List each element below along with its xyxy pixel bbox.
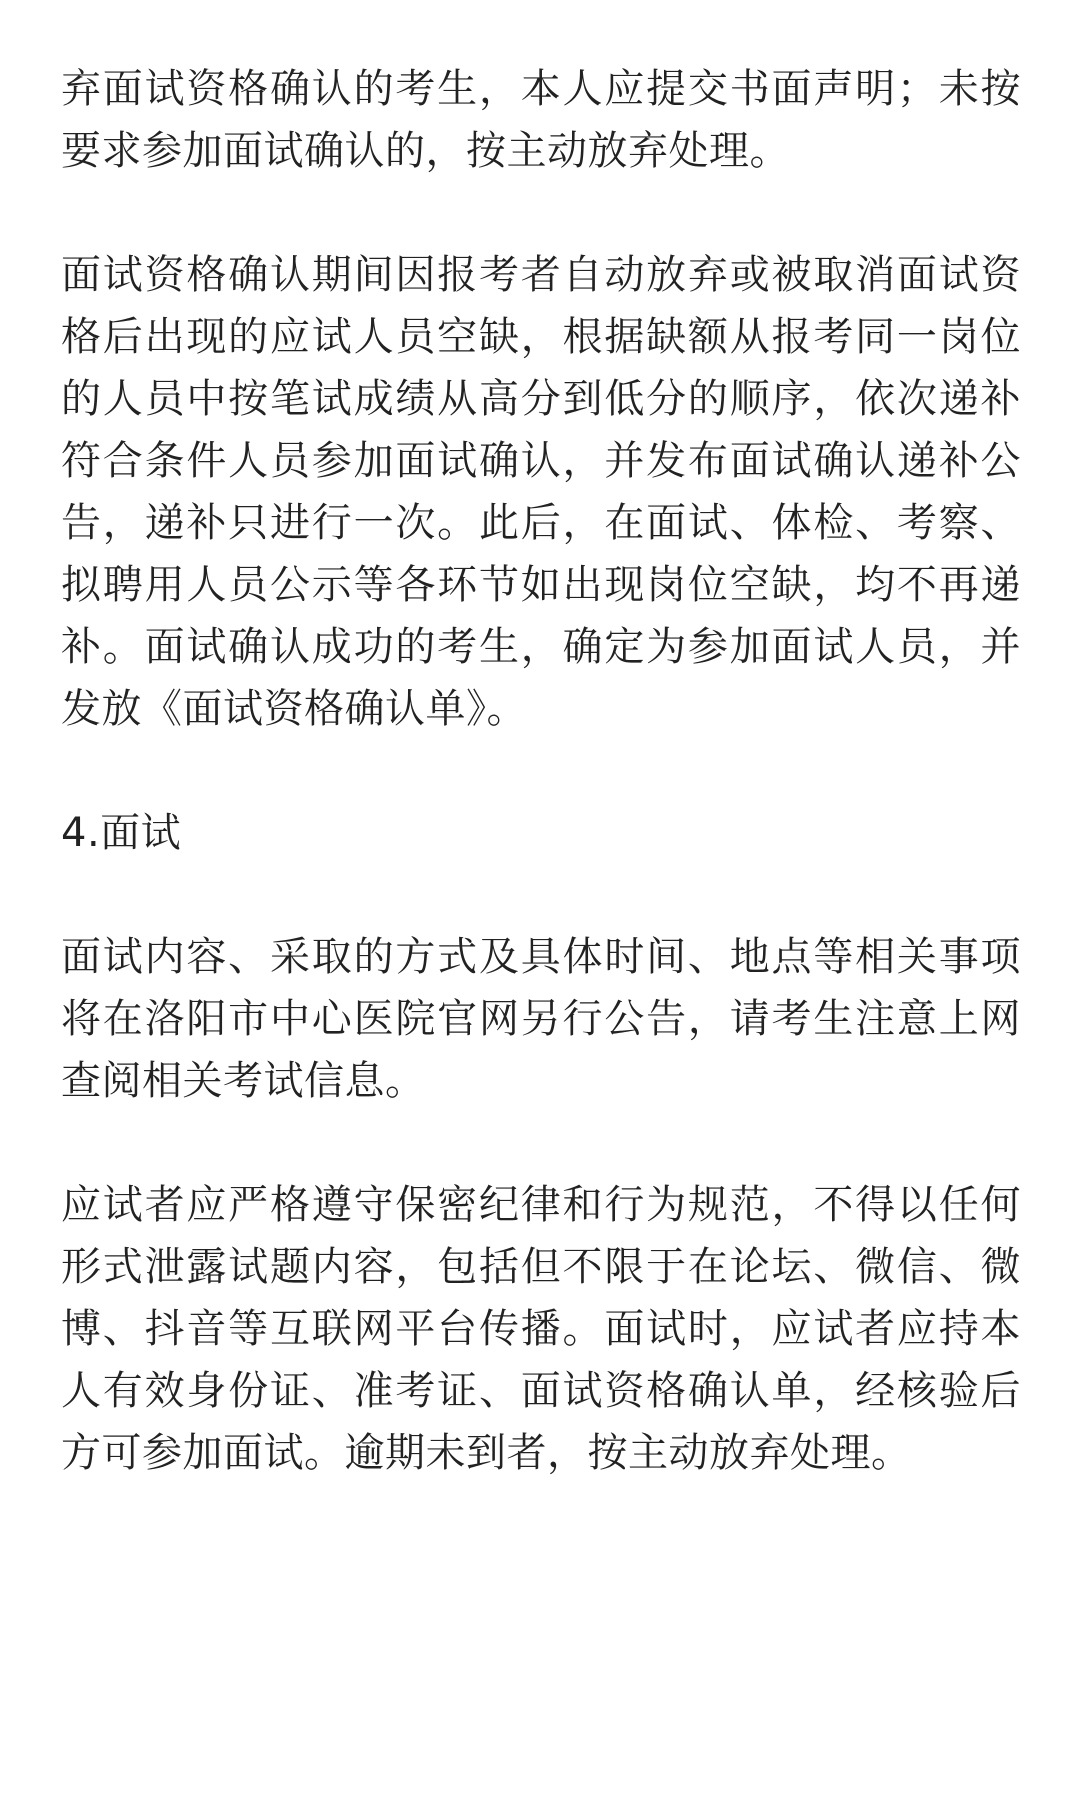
paragraph-vacancy-replacement: 面试资格确认期间因报考者自动放弃或被取消面试资格后出现的应试人员空缺，根据缺额从报考同一岗位的人员中按笔试成绩从高分到低分的顺序，依次递补符合条件人员参加面试确认，并发布面试确认递补公告，递补只进行一次。此后，在面试、体检、考察、拟聘用人员公示等各环节如出现岗位空缺，均不再递补。面试确认成功的考生，确定为参加面试人员，并发放《面试资格确认单》。 <box>61 252 1021 732</box>
paragraph-interview-waiver: 弃面试资格确认的考生，本人应提交书面声明；未按要求参加面试确认的，按主动放弃处理。 <box>61 66 1021 174</box>
paragraph-interview-rules: 应试者应严格遵守保密纪律和行为规范，不得以任何形式泄露试题内容，包括但不限于在论坛、微信、微博、抖音等互联网平台传播。面试时，应试者应持本人有效身份证、准考证、面试资格确认单，经核验后方可参加面试。逾期未到者，按主动放弃处理。 <box>61 1182 1021 1476</box>
paragraph-interview-content: 面试内容、采取的方式及具体时间、地点等相关事项将在洛阳市中心医院官网另行公告，请考生注意上网查阅相关考试信息。 <box>61 934 1021 1104</box>
section-heading-interview: 4.面试 <box>61 810 182 856</box>
article-body <box>61 58 1021 1484</box>
